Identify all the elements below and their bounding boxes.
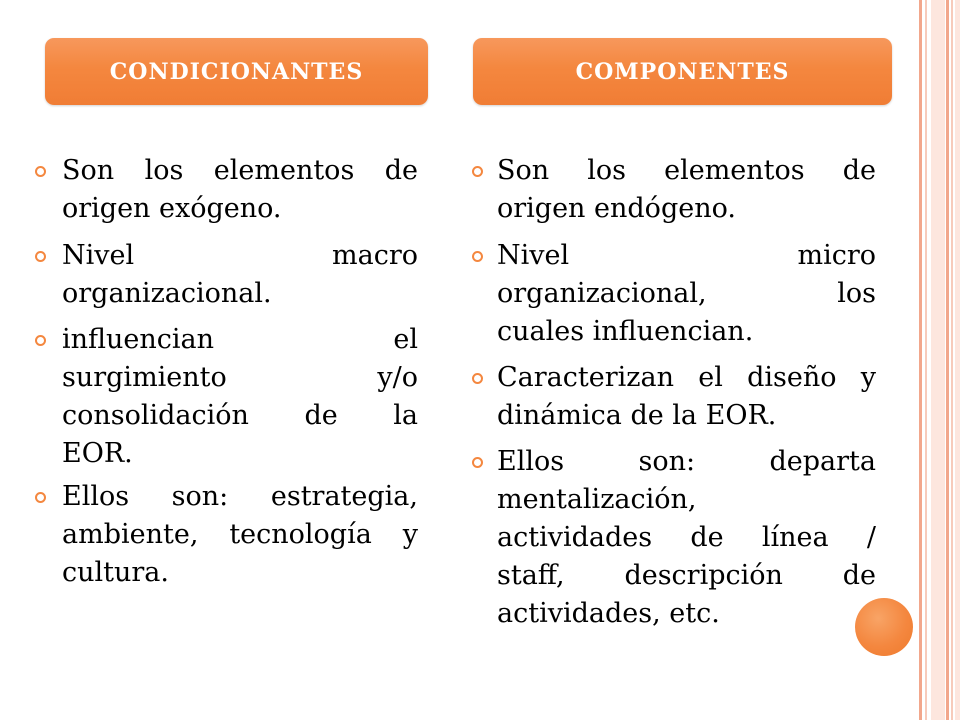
bullet-line: Son los elementos de [62,155,418,186]
decorative-stripe [951,0,953,720]
decorative-stripe [919,0,922,720]
bullet-line: organizacional. [62,278,272,309]
bullet-circle-icon [35,492,46,503]
bullet-line: mentalización, [497,484,697,515]
decorative-stripe [925,0,927,720]
bullet-line: Caracterizan el diseño y [497,362,876,393]
bullet-line: Nivel micro [497,240,876,271]
bullet-line: organizacional, los [497,278,876,309]
bullet-item [62,321,418,473]
componentes-header-label: COMPONENTES [575,58,790,85]
bullet-item [497,443,876,633]
decorative-stripe [946,0,949,720]
bullet-item [62,152,418,228]
bullet-line: ambiente, tecnología y [62,519,418,550]
decorative-stripe [931,0,945,720]
condicionantes-column [62,0,418,720]
bullet-line: Ellos son: departa [497,446,876,477]
bullet-circle-icon [472,166,483,177]
orange-circle-icon [855,598,913,656]
bullet-line: cultura. [62,557,169,588]
bullet-circle-icon [35,251,46,262]
bullet-line: influencian el [62,324,418,355]
bullet-line: cuales influencian. [497,316,754,347]
bullet-line: Ellos son: estrategia, [62,481,418,512]
bullet-line: staff, descripción de [497,560,876,591]
bullet-item [497,359,876,435]
bullet-circle-icon [472,251,483,262]
bullet-line: dinámica de la EOR. [497,400,777,431]
bullet-line: surgimiento y/o [62,362,418,393]
bullet-circle-icon [472,457,483,468]
bullet-item [497,152,876,228]
bullet-line: Nivel macro [62,240,418,271]
decorative-stripe [955,0,960,720]
bullet-line: origen endógeno. [497,193,736,224]
bullet-line: origen exógeno. [62,193,282,224]
bullet-circle-icon [472,373,483,384]
bullet-line: EOR. [62,438,133,469]
bullet-line: consolidación de la [62,400,418,431]
componentes-column [497,0,876,720]
bullet-line: actividades, etc. [497,598,720,629]
bullet-line: actividades de línea / [497,522,876,553]
bullet-circle-icon [35,335,46,346]
bullet-circle-icon [35,166,46,177]
condicionantes-header-label: CONDICIONANTES [109,58,364,85]
bullet-item [62,478,418,592]
bullet-line: Son los elementos de [497,155,876,186]
bullet-item [497,237,876,351]
bullet-item [62,237,418,313]
